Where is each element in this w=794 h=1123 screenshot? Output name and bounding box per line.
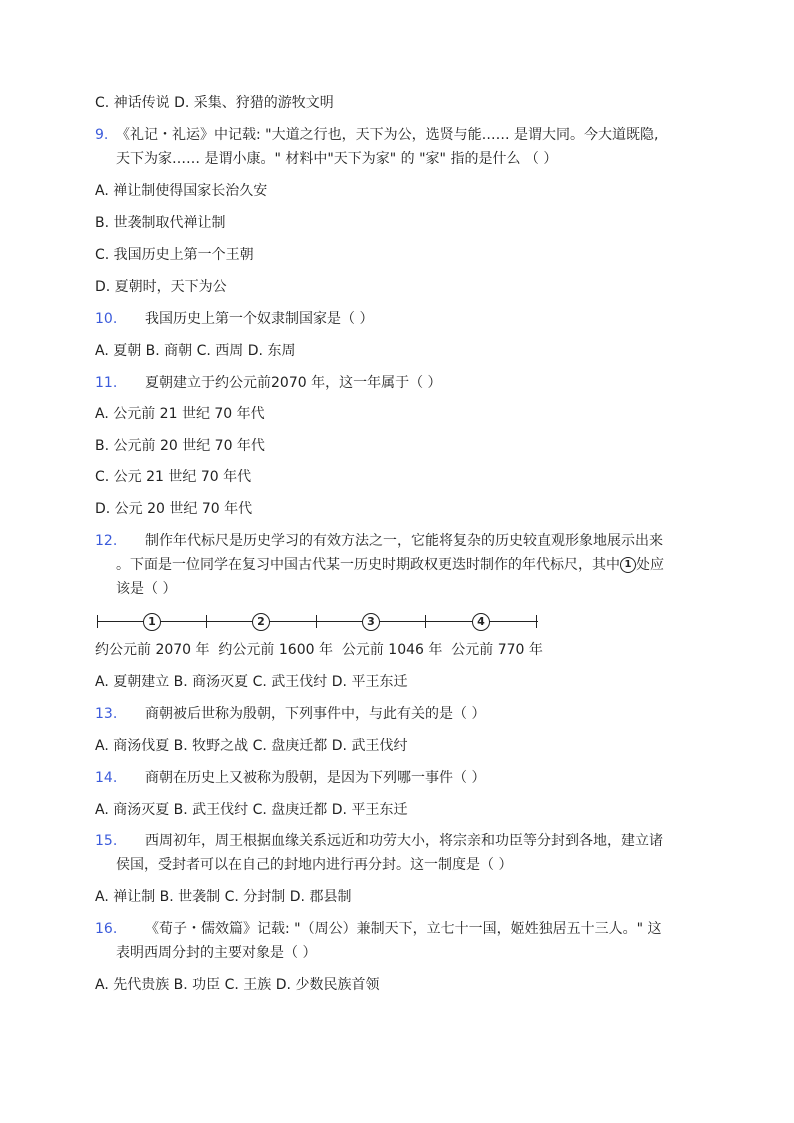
option-b: B. 公元前 20 世纪 70 年代 <box>95 438 265 454</box>
question-10 <box>95 309 373 329</box>
question-text: 西周初年，周王根据血缘关系远近和功劳大小，将宗亲和功臣等分封到各地，建立诸 <box>145 833 663 849</box>
question-text: 我国历史上第一个奴隶制国家是（ ） <box>145 311 374 327</box>
question-12 <box>95 531 663 551</box>
question-13 <box>95 704 485 724</box>
option-line: C. 神话传说 D. 采集、狩猎的游牧文明 <box>95 95 334 111</box>
question-11 <box>95 373 442 393</box>
timeline-tick <box>316 615 317 628</box>
timeline-tick <box>206 615 207 628</box>
question-number: 9. <box>95 127 109 143</box>
option-d: D. 夏朝时，天下为公 <box>95 279 227 295</box>
question-text-cont: 天下为家…… 是谓小康。" 材料中"天下为家" 的 "家" 指的是什么 （ ） <box>116 151 558 167</box>
options: A. 商汤灭夏 B. 武王伐纣 C. 盘庚迁都 D. 平王东迁 <box>95 802 408 818</box>
options: A. 先代贵族 B. 功臣 C. 王族 D. 少数民族首领 <box>95 977 380 993</box>
question-number: 11. <box>95 375 118 391</box>
timeline-tick <box>425 615 426 628</box>
timeline-tick <box>536 615 537 628</box>
question-text: 商朝被后世称为殷朝，下列事件中，与此有关的是（ ） <box>145 706 486 722</box>
option-c: C. 公元 21 世纪 70 年代 <box>95 469 252 485</box>
question-number: 12. <box>95 533 118 549</box>
question-text-cont: 侯国，受封者可以在自己的封地内进行再分封。这一制度是（ ） <box>116 857 513 873</box>
option-a: A. 公元前 21 世纪 70 年代 <box>95 406 265 422</box>
question-text: 商朝在历史上又被称为殷朝，是因为下列哪一事件（ ） <box>145 770 486 786</box>
circled-number-icon: 1 <box>620 557 636 573</box>
timeline-tick <box>97 615 98 628</box>
question-number: 10. <box>95 311 118 327</box>
options: A. 夏朝建立 B. 商汤灭夏 C. 武王伐纣 D. 平王东迁 <box>95 674 408 690</box>
question-text: 夏朝建立于约公元前2070 年，这一年属于（ ） <box>145 375 442 391</box>
options: A. 禅让制 B. 世袭制 C. 分封制 D. 郡县制 <box>95 889 352 905</box>
question-text-cont: 表明西周分封的主要对象是（ ） <box>116 945 317 961</box>
options: A. 夏朝 B. 商朝 C. 西周 D. 东周 <box>95 343 296 359</box>
timeline-marker-4: 4 <box>472 613 490 631</box>
option-c: C. 我国历史上第一个王朝 <box>95 247 254 263</box>
question-text-part: 处应 <box>636 557 664 573</box>
question-14 <box>95 768 485 788</box>
timeline-marker-1: 1 <box>143 613 161 631</box>
question-15 <box>95 831 663 851</box>
timeline-dates: 约公元前 2070 年 约公元前 1600 年 公元前 1046 年 公元前 770 年 <box>95 642 543 658</box>
question-number: 13. <box>95 706 118 722</box>
question-text-cont: 该是（ ） <box>116 581 177 597</box>
question-text-cont <box>116 555 664 575</box>
question-text: 《荀子・儒效篇》记载: "（周公）兼制天下，立七十一国，姬姓独居五十三人。" 这 <box>145 921 662 937</box>
question-16 <box>95 919 662 939</box>
question-text: 制作年代标尺是历史学习的有效方法之一，它能将复杂的历史较直观形象地展示出来 <box>145 533 663 549</box>
question-number: 15. <box>95 833 118 849</box>
option-b: B. 世袭制取代禅让制 <box>95 215 226 231</box>
question-text-part: 。下面是一位同学在复习中国古代某一历史时期政权更迭时制作的年代标尺，其中 <box>116 557 620 573</box>
option-a: A. 禅让制使得国家长治久安 <box>95 183 268 199</box>
options: A. 商汤伐夏 B. 牧野之战 C. 盘庚迁都 D. 武王伐纣 <box>95 738 408 754</box>
option-d: D. 公元 20 世纪 70 年代 <box>95 501 253 517</box>
question-9 <box>95 125 659 145</box>
question-number: 16. <box>95 921 118 937</box>
question-text: 《礼记・礼运》中记载: "大道之行也，天下为公，选贤与能…… 是谓大同。今大道既隐, <box>116 127 659 143</box>
timeline-ruler <box>95 612 540 632</box>
timeline-marker-2: 2 <box>252 613 270 631</box>
question-number: 14. <box>95 770 118 786</box>
timeline-marker-3: 3 <box>362 613 380 631</box>
